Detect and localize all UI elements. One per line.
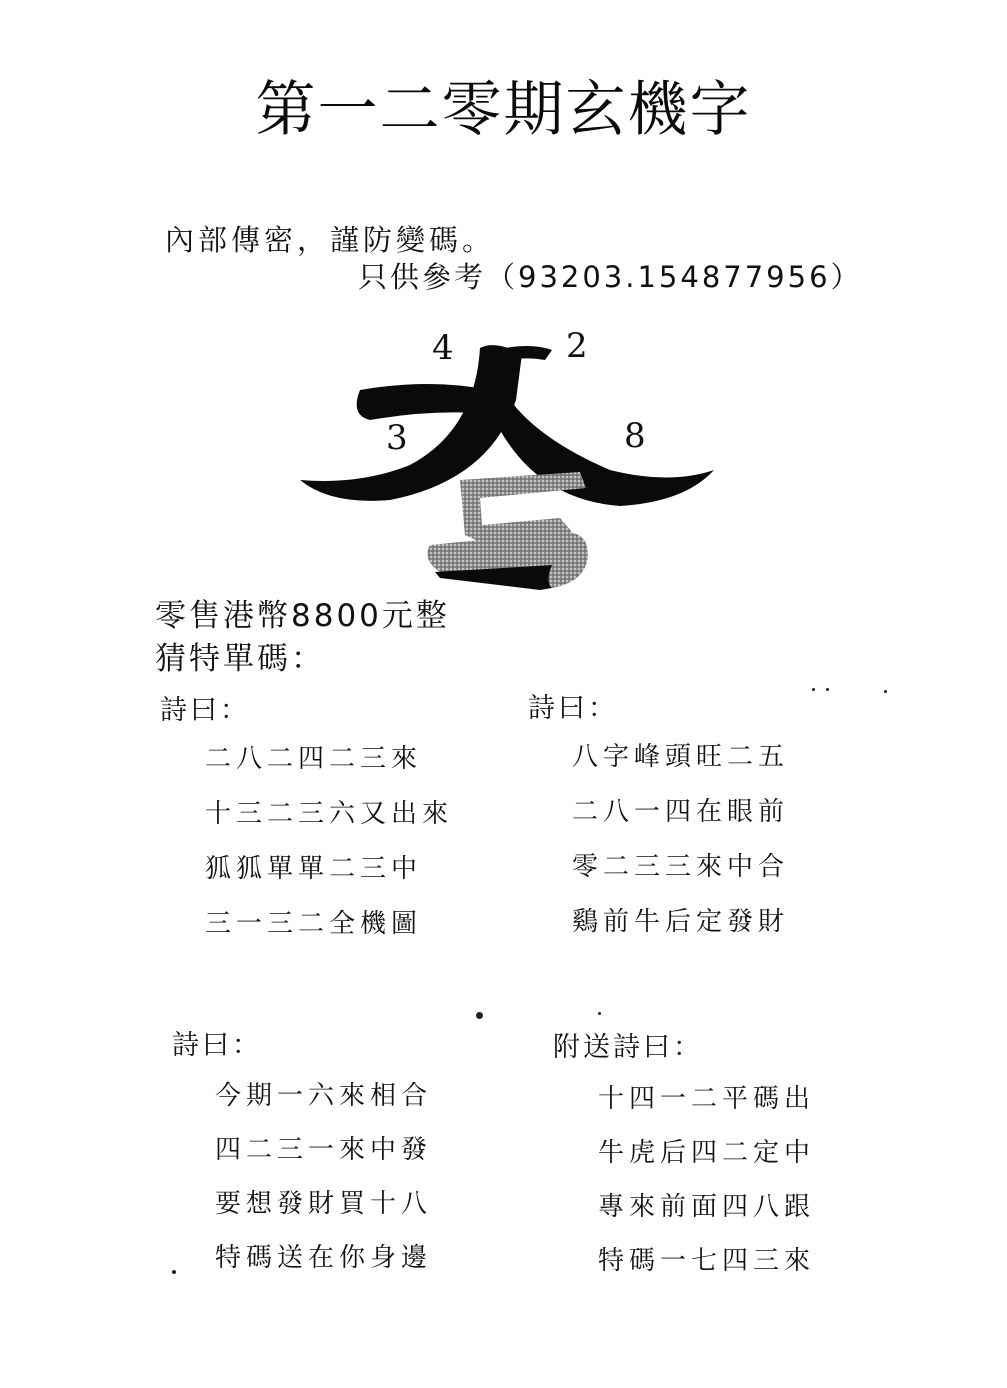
poem-4-line-1: 十四一二平碼出 [598, 1084, 816, 1114]
poem-3-line-1: 今期一六來相合 [215, 1081, 433, 1111]
poem-1-line-4: 三一三二全機圖 [205, 909, 423, 939]
scan-speck [884, 690, 887, 693]
scan-speck [172, 1270, 176, 1274]
calligraphy-emblem [290, 320, 730, 610]
scan-speck [598, 1012, 601, 1015]
digit-top-right: 2 [566, 326, 588, 366]
poem-3-title: 詩曰： [172, 1030, 262, 1061]
scan-speck [826, 688, 829, 691]
poem-4-line-4: 特碼一七四三來 [598, 1246, 816, 1276]
poem-1-line-1: 二八二四二三來 [205, 744, 423, 774]
poem-2-line-2: 二八一四在眼前 [572, 797, 790, 827]
poem-3-line-2: 四二三一來中發 [215, 1135, 433, 1165]
calligraphy-glyph-icon [290, 320, 730, 610]
poem-4-line-2: 牛虎后四二定中 [598, 1138, 816, 1168]
digit-mid-left: 3 [386, 418, 408, 458]
page-title: 第一二零期玄機字 [255, 75, 752, 145]
digit-top-left: 4 [432, 328, 454, 368]
poem-2-line-3: 零二三三來中合 [572, 852, 790, 882]
scan-speck [812, 688, 815, 691]
poem-2-line-1: 八字峰頭旺二五 [572, 742, 790, 772]
reference-note: 只供參考（93203.154877956） [358, 260, 863, 294]
poem-2-line-4: 鷄前牛后定發財 [572, 907, 790, 937]
internal-note: 內部傳密，謹防變碼。 [165, 223, 496, 257]
price-line: 零售港幣8800元整 [155, 598, 450, 634]
poem-4-title: 附送詩曰： [553, 1032, 703, 1063]
poem-3-line-3: 要想發財買十八 [215, 1189, 433, 1219]
poem-2-title: 詩曰： [528, 693, 618, 724]
poem-1-line-3: 狐狐單單二三中 [205, 854, 423, 884]
guess-prompt: 猜特單碼： [155, 641, 325, 677]
poem-1-line-2: 十三二三六又出來 [205, 799, 454, 829]
poem-4-line-3: 專來前面四八跟 [598, 1192, 816, 1222]
poem-3-line-4: 特碼送在你身邊 [215, 1243, 433, 1273]
digit-mid-right: 8 [624, 416, 646, 456]
scan-speck [476, 1012, 483, 1019]
poem-1-title: 詩曰： [160, 695, 250, 726]
